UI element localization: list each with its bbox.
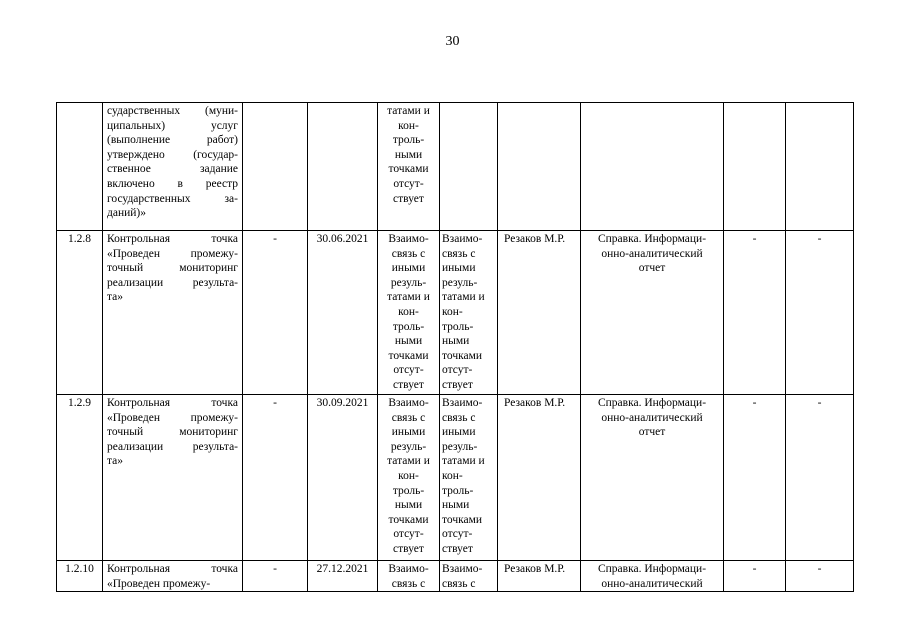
responsible: Резаков М.Р. [498, 395, 581, 561]
predecessors-line: ными [394, 335, 423, 348]
predecessors-line: точками [388, 163, 429, 176]
item-name-line: сударственных (муни- [107, 105, 238, 117]
document-type [581, 561, 724, 592]
predecessors-line: татами и [387, 455, 430, 468]
level-control [724, 103, 786, 231]
predecessors-line: ствует [393, 542, 424, 555]
predecessors-line: точками [388, 513, 429, 526]
document-type-line: онно-аналитический [601, 411, 703, 424]
item-name [103, 231, 243, 395]
successors-line: точками [442, 513, 483, 526]
predecessors-line: Взаимо- [388, 563, 429, 575]
predecessors-line: ными [394, 148, 423, 161]
extra-column: - [786, 231, 854, 395]
start-date: - [243, 561, 308, 592]
successors-line: иными [442, 426, 476, 439]
responsible: Резаков М.Р. [498, 561, 581, 592]
successors-line: троль- [442, 484, 474, 497]
predecessors [378, 561, 440, 592]
item-name [103, 561, 243, 592]
predecessors-line: точками [388, 349, 429, 362]
extra-column: - [786, 561, 854, 592]
item-name-line: Контрольная точка [107, 233, 238, 245]
predecessors-line: татами и [387, 291, 430, 304]
table-row [57, 561, 854, 592]
successors-line: ными [442, 335, 470, 348]
successors-line: троль- [442, 320, 474, 333]
document-type-line: Справка. Информаци- [597, 563, 707, 575]
item-name-line: (выполнение работ) [107, 134, 238, 147]
responsible [498, 103, 581, 231]
end-date [308, 103, 378, 231]
item-name [103, 103, 243, 231]
item-name-line: та» [107, 455, 124, 468]
successors-line: ствует [442, 542, 473, 555]
predecessors-line: татами и [387, 105, 430, 117]
predecessors-line: троль- [392, 484, 425, 497]
document-type-line: Справка. Информаци- [597, 397, 707, 409]
item-name-line: «Проведен промежу- [107, 411, 238, 424]
predecessors-line: отсут- [393, 177, 424, 190]
responsible: Резаков М.Р. [498, 231, 581, 395]
successors [440, 231, 498, 395]
document-type [581, 395, 724, 561]
predecessors-line: троль- [392, 320, 425, 333]
end-date: 27.12.2021 [308, 561, 378, 592]
predecessors-line: ствует [393, 378, 424, 391]
predecessors-line: отсут- [393, 364, 424, 377]
predecessors [378, 103, 440, 231]
document-type-line: отчет [638, 262, 666, 275]
predecessors-line: ными [394, 499, 423, 512]
successors-line: Взаимо- [442, 233, 483, 245]
item-name-line: реализации результа- [107, 440, 238, 453]
successors-line: татами и [442, 291, 485, 304]
predecessors [378, 395, 440, 561]
end-date: 30.06.2021 [308, 231, 378, 395]
item-name-line: государственных за- [107, 192, 238, 205]
predecessors-line: иными [391, 426, 426, 439]
predecessors-line: Взаимо- [388, 397, 429, 409]
table-row [57, 231, 854, 395]
successors-line: резуль- [442, 440, 478, 453]
predecessors-line: ствует [393, 192, 424, 205]
successors-line: татами и [442, 455, 485, 468]
start-date [243, 103, 308, 231]
successors-line: Взаимо- [442, 397, 483, 409]
item-name-line: та» [107, 291, 124, 304]
page-number: 30 [445, 34, 460, 49]
item-number: 1.2.10 [57, 561, 103, 592]
end-date: 30.09.2021 [308, 395, 378, 561]
level-control: - [724, 561, 786, 592]
successors-line: резуль- [442, 276, 478, 289]
item-number: 1.2.9 [57, 395, 103, 561]
plan-table [56, 102, 854, 592]
successors-line: связь с [442, 411, 476, 424]
item-name-line: утверждено (государ- [107, 148, 238, 161]
successors-line: связь с [442, 247, 476, 260]
item-name-line: «Проведен промежу- [107, 247, 238, 260]
successors [440, 561, 498, 592]
successors-line: ными [442, 499, 470, 512]
predecessors-line: связь с [391, 247, 426, 260]
item-number [57, 103, 103, 231]
extra-column [786, 103, 854, 231]
item-name-line: Контрольная точка [107, 563, 238, 575]
document-type-line: Справка. Информаци- [597, 233, 707, 245]
predecessors-line: Взаимо- [388, 233, 429, 245]
document-type-line: отчет [638, 426, 666, 439]
level-control: - [724, 231, 786, 395]
document-type [581, 231, 724, 395]
successors-line: отсут- [442, 364, 473, 377]
item-name-line: включено в реестр [107, 177, 238, 190]
start-date: - [243, 395, 308, 561]
predecessors [378, 231, 440, 395]
start-date: - [243, 231, 308, 395]
item-name-line: ципальных) услуг [107, 119, 238, 132]
predecessors-line: иными [391, 262, 426, 275]
successors-line: кон- [442, 469, 463, 482]
document-type-line: онно-аналитический [601, 247, 703, 260]
extra-column: - [786, 395, 854, 561]
predecessors-line: троль- [392, 134, 425, 147]
item-name-line: даний)» [107, 207, 146, 220]
successors-line: кон- [442, 305, 463, 318]
item-name-line: реализации результа- [107, 276, 238, 289]
item-name-line: «Проведен промежу- [107, 577, 211, 590]
successors-line: отсут- [442, 528, 473, 541]
item-number: 1.2.8 [57, 231, 103, 395]
item-name-line: точный мониторинг [107, 426, 238, 439]
predecessors-line: кон- [398, 469, 419, 482]
item-name-line: Контрольная точка [107, 397, 238, 409]
predecessors-line: резуль- [390, 440, 427, 453]
successors-line: связь с [442, 577, 476, 590]
document-type [581, 103, 724, 231]
predecessors-line: кон- [398, 305, 419, 318]
item-name-line: ственное задание [107, 163, 238, 176]
predecessors-line: отсут- [393, 528, 424, 541]
successors [440, 103, 498, 231]
level-control: - [724, 395, 786, 561]
successors-line: Взаимо- [442, 563, 483, 575]
successors-line: точками [442, 349, 483, 362]
predecessors-line: связь с [391, 411, 426, 424]
table-row [57, 395, 854, 561]
predecessors-line: кон- [398, 119, 419, 132]
successors [440, 395, 498, 561]
document-type-line: онно-аналитический [601, 577, 703, 590]
predecessors-line: резуль- [390, 276, 427, 289]
successors-line: иными [442, 262, 476, 275]
item-name-line: точный мониторинг [107, 262, 238, 275]
table-row [57, 103, 854, 231]
successors-line: ствует [442, 378, 473, 391]
item-name [103, 395, 243, 561]
predecessors-line: связь с [391, 577, 426, 590]
